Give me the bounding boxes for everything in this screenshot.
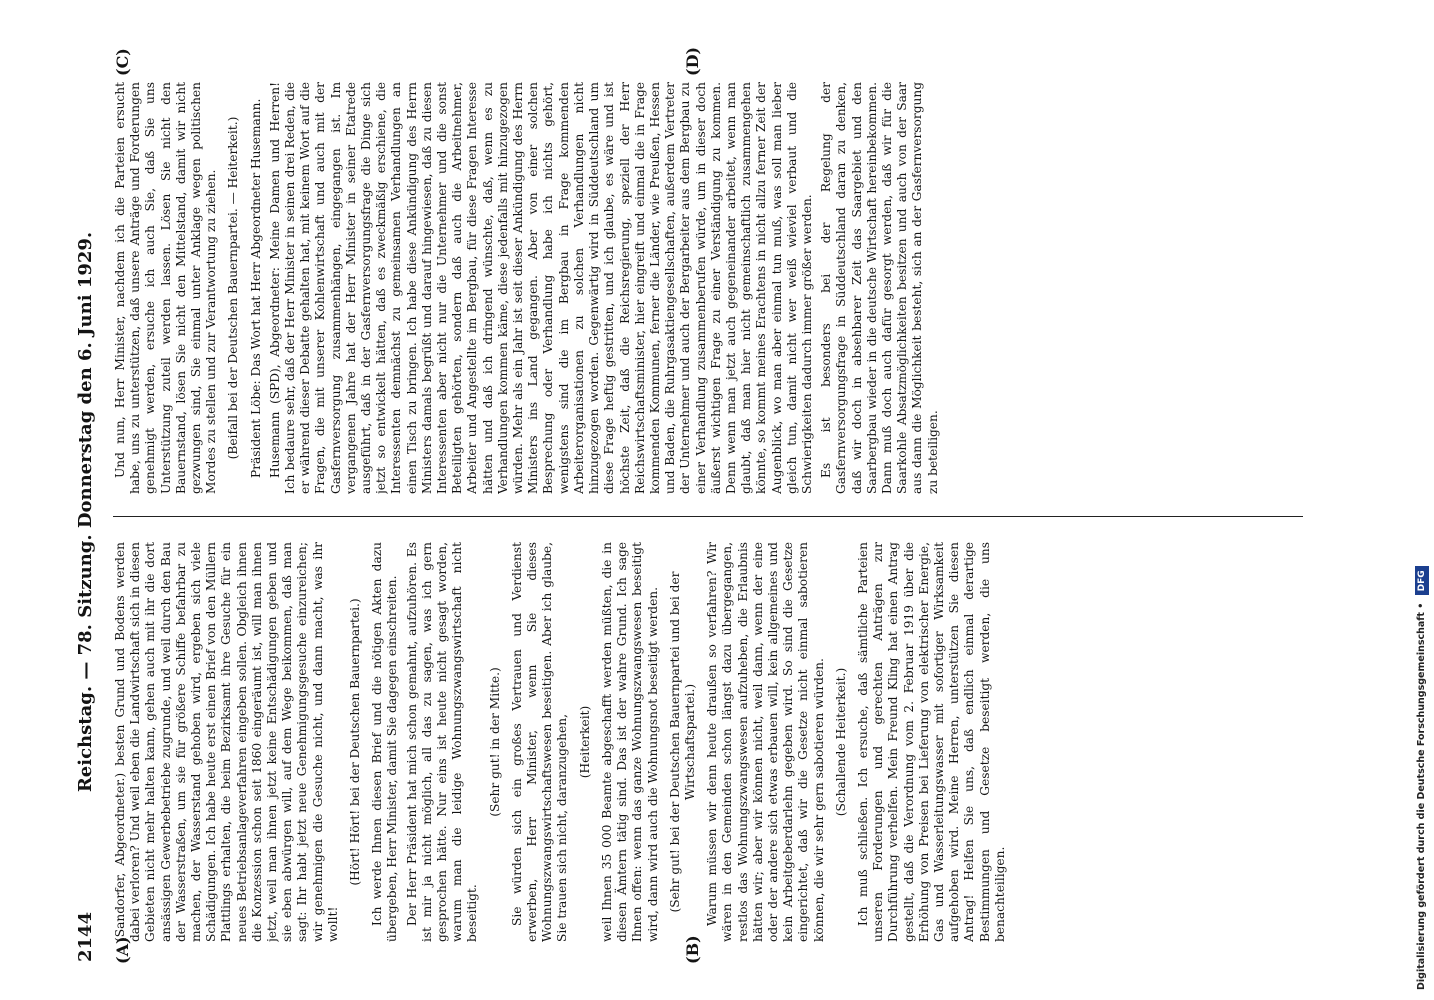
margin-mark-c: (C) xyxy=(113,48,132,76)
margin-mark-b: (B) xyxy=(683,935,702,964)
president-statement: Präsident Löbe: Das Wort hat Herr Abgeordneter Husemann. xyxy=(248,98,263,478)
interjection: (Beifall bei der Deutschen Bauernpartei. — Heiterkeit.) xyxy=(226,116,241,460)
credit-text: Digitalisierung gefördert durch die Deutsche Forschungsgemeinschaft • xyxy=(1416,602,1427,990)
paragraph: weil Ihnen 35 000 Beamte abgeschafft werden müßten, die in diesen Ämtern tätig sind. Das ist der wahre Grund. Ich sage Ihnen offen: wenn das ganze Wohnungszwangswesen beseitigt wird, dann wird auch die Wohnungsnot beseitigt werden. xyxy=(599,542,660,942)
rotated-document-page xyxy=(73,46,1343,964)
dfg-logo: DFG xyxy=(1415,566,1429,595)
left-text-column xyxy=(113,542,1308,942)
interjection: (Sehr gut! in der Mitte.) xyxy=(487,667,502,817)
page-header xyxy=(73,62,101,962)
right-text-column xyxy=(113,82,1308,494)
page-number: 2144 xyxy=(75,911,96,962)
paragraph: Und nun, Herr Minister, nachdem ich die Parteien ersucht habe, uns zu unterstützen, daß unsere Anträge und Forderungen genehmigt werden, ersuche ich auch Sie, daß Sie uns Unterstützung zuteil werden lassen. Lösen Sie nicht den Bauernstand, lösen Sie nicht den Mittelstand, damit wir nicht gezwungen sind, Sie einmal unter Anklage wegen politischen Mordes zu stellen und zur Verantwortung zu ziehen. xyxy=(113,82,219,494)
margin-mark-a: (A) xyxy=(113,936,132,964)
paragraph: Sie würden sich ein großes Vertrauen und Verdienst erwerben, Herr Minister, wenn Sie dieses Wohnungszwangswirtschaftswesen beseitigen. Aber ich glaube, Sie trauen sich nicht, daranzugehen, xyxy=(509,542,570,942)
page-title: Reichstag. — 78. Sitzung. Donnerstag den 6. Juni 1929. xyxy=(75,231,96,793)
column-divider xyxy=(113,516,1303,517)
interjection: (Schallende Heiterkeit.) xyxy=(833,667,848,817)
speaker-paragraph: Husemann (SPD), Abgeordneter: Meine Damen und Herren! Ich bedaure sehr, daß der Herr Minister in seinen drei Reden, die er während dieser Debatte gehalten hat, mit keinem Wort auf die Fragen, die mit unserer Kohlenwirtschaft und auch mit der Gasfernversorgung zusammenhängen, eingegangen ist. Im vergangenen Jahre hat der Herr Minister in seiner Etatrede ausgeführt, daß in der Gasfernversorgungsfrage die Dinge sich jetzt so entwickelt hätten, daß es zweckmäßig erschiene, die Interessenten demnächst zu gemeinsamen Verhandlungen an einen Tisch zu bringen. Ich habe diese Ankündigung des Herrn Ministers damals begrüßt und darauf hingewiesen, daß zu diesen Interessenten aber nicht nur die Unternehmer und die sonst Beteiligten gehörten, sondern daß auch die Arbeitnehmer, Arbeiter und Angestellte im Bergbau, für diese Fragen Interesse hätten und daß ich dringend wünschte, daß, wenn es zu Verhandlungen kommen käme, diese jedenfalls mit hinzugezogen würden. Mehr als ein Jahr ist seit dieser Ankündigung des Herrn Ministers ins Land gegangen. Aber von einer solchen Besprechung oder Verhandlung habe ich nichts gehört, wenigstens sind die im Bergbau in Frage kommenden Arbeiterorganisationen zu solchen Verhandlungen nicht hinzugezogen worden. Gegenwärtig wird in Süddeutschland um diese Frage heftig gestritten, und ich glaube, es wäre und ist höchste Zeit, daß die Reichsregierung, speziell der Herr Reichswirtschaftsminister, hier eingreift und einmal die in Frage kommenden Kommunen, ferner die Länder, wie Preußen, Hessen und Baden, die Ruhrgasaktiengesellschaften, außerdem Vertreter der Unternehmer und auch der Bergarbeiter aus dem Bergbau zu einer Verhandlung zusammenberufen würde, um in dieser doch äußerst wichtigen Frage zu einer Verständigung zu kommen. Denn wenn man jetzt auch gegeneinander arbeitet, wenn man glaubt, daß man hier nicht gemeinschaftlich zusammengehen könnte, so kommt meines Erachtens in nicht allzu ferner Zeit der Augenblick, wo man aber einmal tun muß, was soll man lieber gleich tun, damit nicht wer weiß wieviel verbaut und die Schwierigkeiten dadurch immer größer werden. xyxy=(267,82,814,494)
paragraph: Es ist besonders bei der Regelung der Gasfernversorgungsfrage in Süddeutschland daran zu denken, daß wir doch in absehbarer Zeit das Saargebiet und den Saarbergbau wieder in die deutsche Wirtschaft hereinbekommen. Dann muß doch auch dafür gesorgt werden, daß wir für die Saarkohle Absatzmöglichkeiten besitzen und auch von der Saar aus dann die Möglichkeit besteht, sich an der Gasfernversorgung zu beteiligen. xyxy=(819,82,940,494)
paragraph: Warum müssen wir denn heute draußen so verfahren? Wir wären in den Gemeinden schon längst dazu übergegangen, restlos das Wohnungszwangswesen aufzuheben, die Erlaubnis hätten wir; aber wir können nicht, weil dann, wenn der eine oder der andere sich etwas erbauen will, kein allgemeines und kein Arbeitgeberdarlehn gegeben wird. So sind die Gesetze eingerichtet, daß wir die Gesetze nicht einmal sabotieren können, die wir sehr gern sabotieren würden. xyxy=(705,542,826,942)
interjection: (Sehr gut! bei der Deutschen Bauernpartei und bei der Wirtschaftspartei.) xyxy=(667,571,697,913)
paragraph: Ich werde Ihnen diesen Brief und die nötigen Akten dazu übergeben, Herr Minister, damit Sie dagegen einschreiten. xyxy=(370,542,400,942)
interjection: (Hört! Hört! bei der Deutschen Bauernpartei.) xyxy=(348,598,363,886)
margin-mark-d: (D) xyxy=(683,46,702,76)
digitization-credit xyxy=(1412,0,1432,990)
interjection: (Heiterkeit) xyxy=(577,705,592,779)
paragraph: Der Herr Präsident hat mich schon gemahnt, aufzuhören. Es ist mir ja nicht möglich, all das zu sagen, was ich gern gesprochen hätte. Nur eins ist heute nicht gesagt worden, warum man die leidige Wohnungszwangswirtschaft nicht beseitigt. xyxy=(404,542,480,942)
paragraph: (Sandorfer, Abgeordneter.) besten Grund und Bodens werden dabei verloren? Und weil eben die Landwirtschaft sich in diesen Gebieten nicht mehr halten kann, gehen auch mit ihr die dort ansässigen Gewerbebetriebe zugrunde, und weil durch den Bau der Wasserstraßen, um sie für größere Schiffe befahrbar zu machen, der Wasserstand gehoben wird, ergeben sich viele Schädigungen. Ich habe heute erst einen Brief von den Müllern Plattlings erhalten, die beim Bezirksamt ihre Gesuche für ein neues Betriebsanlageverfahren eingeben sollen. Obgleich ihnen die Konzession schon seit 1860 eingeräumt ist, will man ihnen jetzt, weil man ihnen jetzt keine Entschädigungen geben und sie eben abwürgen will, auf dem Wege beikommen, daß man sagt: Ihr habt jetzt neue Genehmigungsgesuche einzureichen; wir genehmigen die Gesuche nicht, und dann macht, was ihr wollt! xyxy=(113,542,340,942)
paragraph: Ich muß schließen. Ich ersuche, daß sämtliche Parteien unseren Forderungen und gerechten Anträgen zur Durchführung verhelfen. Mein Freund Kling hat einen Antrag gestellt, daß die Verordnung vom 2. Februar 1919 über die Erhöhung von Preisen bei Lieferung von elektrischer Energie, Gas und Wasserleitungswasser mit sofortiger Wirksamkeit aufgehoben wird. Meine Herren, unterstützen Sie diesen Antrag! Helfen Sie uns, daß endlich einmal derartige Bestimmungen und Gesetze beseitigt werden, die uns benachteiligen. xyxy=(855,542,1007,942)
